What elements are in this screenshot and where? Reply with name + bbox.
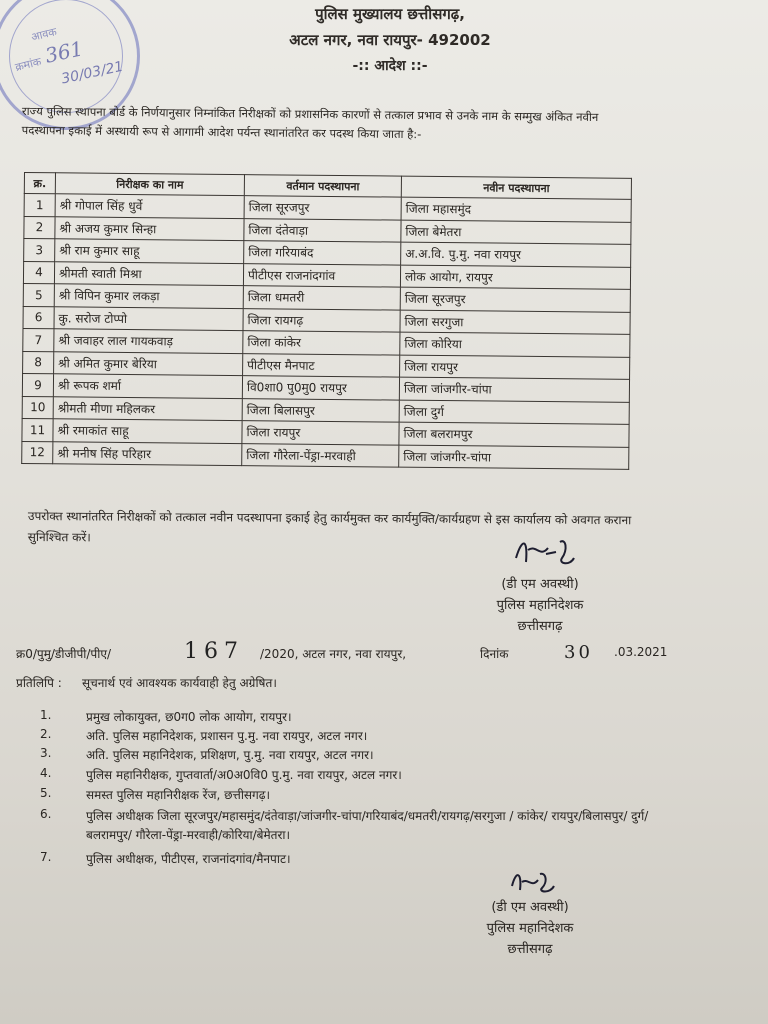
cell-inspector-name: श्री मनीष सिंह परिहार — [53, 441, 242, 465]
office-name: पुलिस मुख्यालय छत्तीसगढ़, — [315, 5, 465, 23]
cell-serial: 4 — [23, 261, 54, 284]
closing-note: उपरोक्त स्थानांतरित निरीक्षकों को तत्काल नवीन पदस्थापना इकाई हेतु कार्यमुक्त कर कार्यमुक्ति/कार्यग्रहण से इस कार्यालय को अवगत कराना सुनिश्चित करें। — [27, 508, 632, 545]
stamp-handwritten-number: 361 — [42, 36, 86, 68]
date-day: 30 — [564, 642, 593, 663]
cell-new-posting: जिला महासमुंद — [401, 197, 631, 222]
cell-new-posting: लोक आयोग, रायपुर — [400, 265, 630, 290]
cell-inspector-name: श्री विपिन कुमार लकड़ा — [54, 284, 243, 308]
cell-serial: 10 — [22, 396, 53, 419]
cell-current-posting: जिला बिलासपुर — [242, 398, 399, 422]
cell-current-posting: जिला धमतरी — [243, 286, 400, 310]
cell-serial: 3 — [24, 239, 55, 262]
copy-recipient-number: 7. — [40, 850, 52, 864]
reference-number: 167 — [184, 639, 244, 664]
cell-current-posting: पीटीएस राजनांदगांव — [243, 263, 400, 287]
copy-recipient-text: पुलिस अधीक्षक, पीटीएस, राजनांदगांव/मैनपाट। — [86, 852, 291, 866]
col-header-new-posting: नवीन पदस्थापना — [401, 176, 631, 199]
order-title: -:: आदेश ::- — [352, 58, 428, 74]
cell-new-posting: जिला सूरजपुर — [400, 287, 630, 312]
cell-new-posting: जिला दुर्ग — [399, 400, 629, 425]
signatory-designation: पुलिस महानिदेशक — [496, 598, 584, 613]
copy-recipient-number: 4. — [40, 766, 52, 780]
cell-serial: 9 — [22, 373, 53, 396]
cell-new-posting: जिला बेमेतरा — [401, 220, 631, 245]
copy-recipient-number: 2. — [40, 727, 52, 741]
cell-inspector-name: श्री रूपक शर्मा — [53, 374, 242, 398]
copy-recipient-text: अति. पुलिस महानिदेशक, प्रशासन पु.मु. नवा रायपुर, अटल नगर। — [86, 729, 368, 743]
table-body — [22, 194, 632, 470]
cell-serial: 8 — [23, 351, 54, 374]
intro-paragraph: राज्य पुलिस स्थापना बोर्ड के निर्णयानुसार निम्नांकित निरीक्षकों को प्रशासनिक कारणों से तत्काल प्रभाव से उनके नाम के सम्मुख अंकित नवीन पदस्थापना इकाई में अस्थायी रूप से आगामी आदेश पर्यन्त स्थानांतरित कर पदस्थ किया जाता है:- — [21, 103, 599, 142]
signature-block-1 — [450, 574, 630, 637]
copy-recipient-number: 1. — [40, 708, 52, 722]
copy-recipient-text: समस्त पुलिस महानिरीक्षक रेंज, छत्तीसगढ़। — [86, 788, 271, 802]
cell-new-posting: जिला जांजगीर-चांपा — [399, 377, 629, 402]
cell-current-posting: पीटीएस मैनपाट — [243, 353, 400, 377]
cell-inspector-name: श्री गोपाल सिंह धुर्वे — [55, 194, 244, 218]
cell-current-posting: जिला सूरजपुर — [244, 196, 401, 220]
date-label: दिनांक — [480, 647, 509, 661]
copy-recipient-text: पुलिस महानिरीक्षक, गुप्तवार्ता/अ0अ0वि0 पु.मु. नवा रायपुर, अटल नगर। — [86, 768, 402, 782]
col-header-name: निरीक्षक का नाम — [55, 173, 244, 196]
cell-inspector-name: श्रीमती स्वाती मिश्रा — [54, 261, 243, 285]
cell-new-posting: अ.अ.वि. पु.मु. नवा रायपुर — [401, 242, 631, 267]
cell-inspector-name: श्री अजय कुमार सिन्हा — [55, 216, 244, 240]
col-header-serial: क्र. — [24, 173, 55, 194]
signatory-designation-2: पुलिस महानिदेशक — [486, 921, 574, 936]
copy-to-text: सूचनार्थ एवं आवश्यक कार्यवाही हेतु अग्रेषित। — [82, 676, 277, 690]
signature-block-2 — [440, 897, 620, 960]
reference-suffix: /2020, अटल नगर, नवा रायपुर, — [260, 647, 407, 661]
copy-to-label: प्रतिलिपि : — [16, 676, 62, 690]
copy-recipient-number: 5. — [40, 786, 52, 800]
cell-inspector-name: श्री जवाहर लाल गायकवाड़ — [54, 329, 243, 353]
office-address: अटल नगर, नवा रायपुर- 492002 — [289, 31, 491, 49]
cell-current-posting: जिला दंतेवाड़ा — [244, 218, 401, 242]
stamp-handwritten-date: 30/03/21 — [60, 58, 125, 88]
cell-current-posting: जिला रायगढ़ — [243, 308, 400, 332]
signature-scribble-1 — [508, 528, 588, 578]
cell-serial: 1 — [24, 194, 55, 217]
signatory-state: छत्तीसगढ़ — [517, 619, 563, 634]
cell-inspector-name: श्रीमती मीणा महिलकर — [53, 396, 242, 420]
copy-recipient-text: प्रमुख लोकायुक्त, छ0ग0 लोक आयोग, रायपुर। — [86, 710, 292, 724]
cell-serial: 11 — [22, 418, 53, 441]
stamp-label-1: आवक — [29, 25, 59, 44]
cell-inspector-name: श्री रमाकांत साहू — [53, 419, 242, 443]
reference-line — [16, 639, 696, 667]
cell-inspector-name: श्री अमित कुमार बेरिया — [54, 351, 243, 375]
copy-recipient-text: अति. पुलिस महानिदेशक, प्रशिक्षण, पु.मु. नवा रायपुर, अटल नगर। — [86, 748, 374, 762]
cell-inspector-name: श्री राम कुमार साहू — [55, 239, 244, 263]
cell-serial: 12 — [22, 441, 53, 464]
signatory-name: (डी एम अवस्थी) — [501, 577, 579, 592]
cell-serial: 2 — [24, 216, 55, 239]
cell-serial: 6 — [23, 306, 54, 329]
cell-new-posting: जिला बलरामपुर — [399, 422, 629, 447]
date-month-year: .03.2021 — [614, 645, 668, 659]
cell-serial: 7 — [23, 328, 54, 351]
cell-current-posting: जिला कांकेर — [243, 331, 400, 355]
col-header-current-posting: वर्तमान पदस्थापना — [244, 175, 401, 198]
copy-recipient-text: पुलिस अधीक्षक जिला सूरजपुर/महासमुंद/दंतेवाड़ा/जांजगीर-चांपा/गरियाबंद/धमतरी/रायगढ़/सरगुजा / कांकेर/ रायपुर/बिलासपुर/ दुर्ग/बलरामपुर/ गौरेला-पेंड्रा-मरवाही/कोरिया/बेमेतरा। — [86, 809, 649, 842]
cell-serial: 5 — [23, 283, 54, 306]
transfer-table — [21, 172, 632, 470]
cell-current-posting: जिला गरियाबंद — [244, 241, 401, 265]
signatory-state-2: छत्तीसगढ़ — [507, 942, 553, 957]
reference-prefix: क्र0/पुमु/डीजीपी/पीए/ — [16, 647, 112, 661]
cell-new-posting: जिला रायपुर — [400, 355, 630, 380]
signature-scribble-2 — [506, 864, 566, 898]
cell-new-posting: जिला जांजगीर-चांपा — [399, 445, 629, 470]
cell-current-posting: वि0शा0 पु0मु0 रायपुर — [242, 376, 399, 400]
signatory-name-2: (डी एम अवस्थी) — [491, 900, 569, 915]
copy-recipient-number: 6. — [40, 807, 52, 821]
cell-current-posting: जिला गौरेला-पेंड्रा-मरवाही — [242, 443, 399, 467]
cell-new-posting: जिला कोरिया — [400, 332, 630, 357]
cell-current-posting: जिला रायपुर — [242, 421, 399, 445]
cell-inspector-name: कु. सरोज टोप्पो — [54, 306, 243, 330]
cell-new-posting: जिला सरगुजा — [400, 310, 630, 335]
copy-recipient-number: 3. — [40, 746, 52, 760]
table-row — [22, 441, 629, 469]
stamp-label-2: क्रमांक — [13, 55, 43, 74]
